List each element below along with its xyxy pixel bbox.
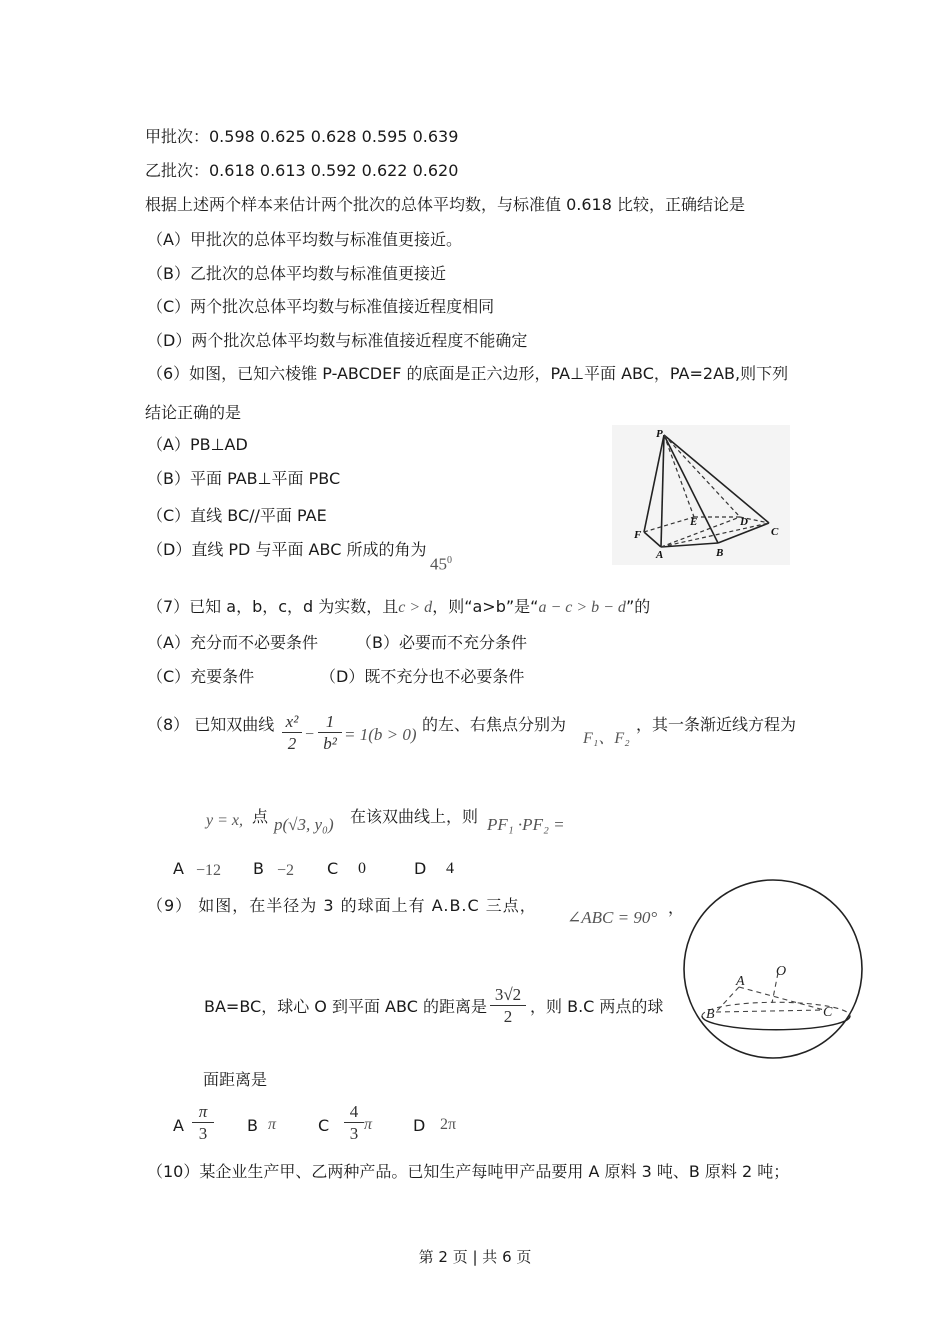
q8-option-c-letter: C bbox=[327, 859, 339, 878]
hyperbola-rhs: = 1(b > 0) bbox=[344, 725, 417, 744]
dot-product-expression: PF₁ ·PF₂ = bbox=[487, 815, 565, 834]
q9-comma: ， bbox=[668, 898, 685, 917]
q9-option-a-letter: A bbox=[173, 1116, 184, 1135]
q8-option-a-value: −12 bbox=[196, 862, 222, 879]
label-a: A bbox=[736, 974, 745, 989]
label-e: E bbox=[690, 516, 698, 528]
q8-option-d-letter: D bbox=[414, 859, 427, 878]
q9-option-c-fraction: $\frac{4}{3}$ bbox=[344, 1102, 364, 1145]
q9-option-c-letter: C bbox=[318, 1116, 330, 1135]
q8-stem-pre: （8） 已知双曲线 bbox=[147, 715, 275, 734]
label-o: O bbox=[776, 964, 787, 979]
q5-stem: 根据上述两个样本来估计两个批次的总体平均数，与标准值 0.618 比较，正确结论是 bbox=[145, 195, 745, 214]
point-p: p(√3, y₀) bbox=[274, 815, 334, 834]
distance-fraction: $\frac{3√2}{2}$ bbox=[490, 985, 526, 1028]
q8-on-curve: 在该双曲线上，则 bbox=[350, 807, 479, 826]
label-c: C bbox=[823, 1005, 833, 1020]
q5-option-b: （B）乙批次的总体平均数与标准值更接近 bbox=[147, 264, 446, 283]
q9-option-b-value: π bbox=[268, 1116, 277, 1133]
label-a: A bbox=[656, 549, 664, 561]
q9-stem-line3: 面距离是 bbox=[203, 1070, 268, 1089]
batch-a-data: 甲批次：0.598 0.625 0.628 0.595 0.639 bbox=[145, 127, 459, 146]
q8-option-b-value: −2 bbox=[277, 862, 295, 879]
label-d: D bbox=[740, 516, 748, 528]
label-b: B bbox=[716, 547, 724, 559]
q5-option-a: （A）甲批次的总体平均数与标准值更接近。 bbox=[147, 230, 462, 249]
page-footer: 第 2 页 | 共 6 页 bbox=[418, 1248, 532, 1266]
hyperbola-term-2: $\frac{1}{\text{b²}}$ bbox=[318, 712, 342, 755]
q7-option-c: （C）充要条件 bbox=[147, 667, 255, 686]
q6-option-c: （C）直线 BC//平面 PAE bbox=[147, 506, 327, 525]
q10-stem: （10）某企业生产甲、乙两种产品。已知生产每吨甲产品要用 A 原料 3 吨、B 原料 2 吨； bbox=[147, 1162, 790, 1181]
pyramid-figure bbox=[612, 425, 790, 565]
label-f: F bbox=[634, 529, 642, 541]
q7-stem: （7）已知 a，b，c，d 为实数，且c > d，则“a>b”是“a − c > b − d”的 bbox=[147, 597, 651, 616]
q9-option-d-value: 2π bbox=[440, 1116, 457, 1133]
q9-option-d-letter: D bbox=[413, 1116, 426, 1135]
label-p: P bbox=[656, 428, 663, 440]
q9-stem-line2-post: ，则 B.C 两点的球 bbox=[530, 997, 664, 1016]
q6-option-d: （D）直线 PD 与平面 ABC 所成的角为 bbox=[147, 540, 427, 559]
q8-stem-post: ，其一条渐近线方程为 bbox=[636, 715, 797, 734]
q9-option-b-letter: B bbox=[247, 1116, 258, 1135]
q7-option-b: （B）必要而不充分条件 bbox=[356, 633, 527, 652]
label-b: B bbox=[706, 1007, 715, 1022]
asymptote-equation: y = x, bbox=[206, 812, 243, 829]
angle-abc: ∠ABC = 90° bbox=[567, 908, 658, 927]
batch-b-data: 乙批次：0.618 0.613 0.592 0.622 0.620 bbox=[145, 161, 459, 180]
hyperbola-term-1: $\frac{\text{x²}}{2}$ bbox=[282, 712, 302, 755]
q9-option-c-pi: π bbox=[364, 1116, 373, 1133]
q7-option-a: （A）充分而不必要条件 bbox=[147, 633, 318, 652]
q8-option-c-value: 0 bbox=[358, 860, 366, 877]
foci-labels: F₁、F₂ bbox=[583, 730, 630, 747]
q6-option-b: （B）平面 PAB⊥平面 PBC bbox=[147, 469, 341, 488]
q6-stem-line2: 结论正确的是 bbox=[145, 403, 242, 422]
q6-angle-value: $45^0$ bbox=[430, 554, 452, 574]
q8-option-d-value: 4 bbox=[446, 860, 454, 877]
q8-option-a-letter: A bbox=[173, 859, 184, 878]
q6-option-a: （A）PB⊥AD bbox=[147, 435, 248, 454]
q7-option-d: （D）既不充分也不必要条件 bbox=[320, 667, 525, 686]
q9-stem-line1: （9） 如图，在半径为 3 的球面上有 A.B.C 三点， bbox=[147, 896, 537, 915]
q8-stem-mid: 的左、右焦点分别为 bbox=[422, 715, 567, 734]
minus-sign: − bbox=[304, 726, 315, 743]
q9-option-a-value: $\frac{\pi}{3}$ bbox=[192, 1102, 214, 1145]
q9-stem-line2: BA=BC，球心 O 到平面 ABC 的距离是 bbox=[204, 997, 487, 1016]
q8-option-b-letter: B bbox=[253, 859, 264, 878]
q6-stem-line1: （6）如图，已知六棱锥 P-ABCDEF 的底面是正六边形，PA⊥平面 ABC，PA=2AB,则下列 bbox=[147, 364, 789, 383]
q5-option-d: （D）两个批次总体平均数与标准值接近程度不能确定 bbox=[147, 331, 528, 350]
q5-option-c: （C）两个批次总体平均数与标准值接近程度相同 bbox=[147, 297, 495, 316]
point-word: 点 bbox=[252, 807, 269, 826]
label-c: C bbox=[771, 526, 779, 538]
sphere-figure bbox=[678, 875, 870, 1063]
